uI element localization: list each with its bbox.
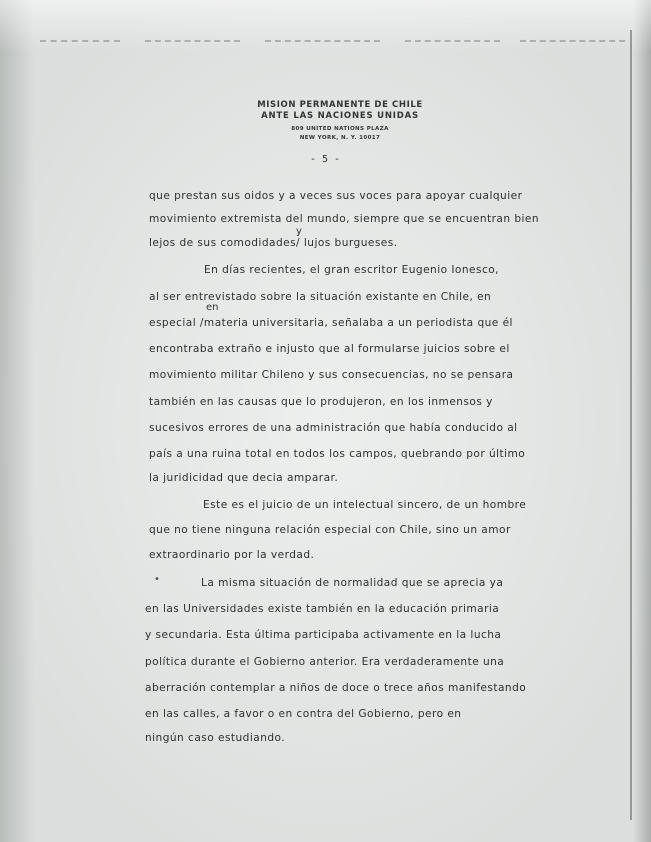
body-line: que prestan sus oidos y a veces sus voces para apoyar cualquier — [149, 190, 523, 202]
body-line: extraordinario por la verdad. — [149, 549, 315, 561]
scan-shadow-right — [633, 0, 651, 842]
letterhead-address: 809 UNITED NATIONS PLAZA — [291, 126, 389, 132]
body-line: aberración contemplar a niños de doce o trece años manifestando — [145, 682, 527, 694]
scan-artifact-line — [405, 40, 500, 42]
body-line: país a una ruina total en todos los campos, quebrando por último — [149, 448, 526, 460]
scan-top-strip — [0, 0, 651, 52]
body-line: en las Universidades existe también en la educación primaria — [145, 603, 500, 615]
body-line: también en las causas que lo produjeron, en los inmensos y — [149, 396, 493, 408]
body-line: lejos de sus comodidades/ lujos burgueses. — [149, 237, 398, 249]
handwritten-insertion: en — [206, 302, 219, 313]
body-line: al ser entrevistado sobre la situación existante en Chile, en — [149, 291, 492, 303]
body-line: En días recientes, el gran escritor Eugenio Ionesco, — [204, 264, 499, 276]
body-line: sucesivos errores de una administración que había conducido al — [149, 422, 518, 434]
letterhead-city: NEW YORK, N. Y. 10017 — [299, 135, 381, 141]
scan-artifact-line — [265, 40, 380, 42]
body-line: especial /materia universitaria, señalaba a un periodista que él — [149, 317, 513, 329]
body-line: que no tiene ninguna relación especial con Chile, sino un amor — [149, 524, 511, 536]
body-line: encontraba extraño e injusto que al formularse juicios sobre el — [149, 343, 510, 355]
page-number: - 5 - — [309, 154, 341, 165]
body-line: La misma situación de normalidad que se aprecia ya — [201, 577, 504, 589]
body-line: movimiento militar Chileno y sus consecuencias, no se pensara — [149, 369, 514, 381]
letterhead — [200, 100, 480, 143]
scan-artifact-line — [145, 40, 240, 42]
body-line: y secundaria. Esta última participaba activamente en la lucha — [145, 629, 502, 641]
handwritten-insertion: y — [296, 226, 302, 237]
scan-edge-rule — [630, 30, 632, 820]
scan-artifact-line — [520, 40, 625, 42]
body-line: política durante el Gobierno anterior. Era verdaderamente una — [145, 656, 505, 668]
letterhead-line2: ANTE LAS NACIONES UNIDAS — [261, 111, 419, 121]
scan-shadow-left — [0, 0, 34, 842]
scan-artifact-line — [40, 40, 120, 42]
body-line: Este es el juicio de un intelectual sincero, de un hombre — [203, 499, 527, 511]
body-line: la juridicidad que decia amparar. — [149, 472, 339, 484]
body-line: ningún caso estudiando. — [145, 732, 286, 744]
body-line: en las calles, a favor o en contra del Gobierno, pero en — [145, 708, 462, 720]
stray-mark: • — [154, 574, 160, 585]
body-line: movimiento extremista del mundo, siempre que se encuentran bien — [149, 213, 540, 225]
letterhead-line1: MISION PERMANENTE DE CHILE — [257, 100, 423, 110]
